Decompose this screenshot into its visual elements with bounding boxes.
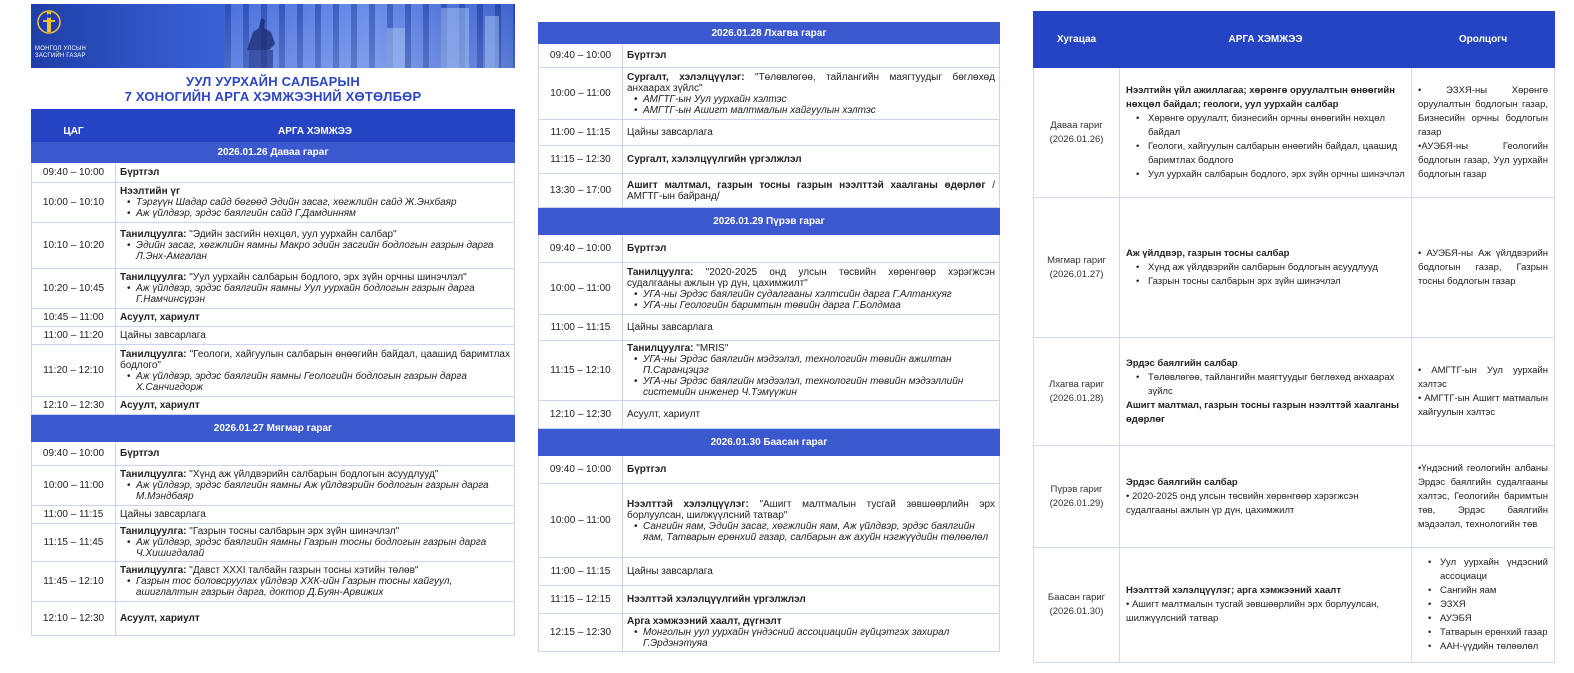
activity-title: Эрдэс баялгийн салбар — [1126, 357, 1238, 369]
day-header-row: 2026.01.30 Баасан гараг — [539, 429, 1000, 456]
event-title: Танилцуулга: — [120, 526, 187, 537]
event-title: Танилцуулга: — [627, 266, 694, 278]
speaker-list — [120, 240, 510, 262]
activity-cell — [1120, 446, 1412, 548]
soyombo-emblem-icon — [37, 8, 61, 40]
time-cell: 10:00 – 11:00 — [32, 466, 116, 506]
table-header-row — [1034, 12, 1555, 68]
event-text: Цайны завсарлага — [627, 127, 713, 138]
participant-item: •Үндэсний геологийн албаны Эрдэс баялгийн судалгааны хэлтэс, Геологийн баримтын төв, Эрдэс баялгийн мэдээлэл, технологийн төв — [1418, 462, 1548, 530]
event-title: Бүртгэл — [627, 50, 667, 61]
event-title: Танилцуулга: — [120, 348, 187, 360]
summary-rows — [1034, 68, 1555, 663]
event-description — [120, 312, 510, 323]
speaker-list — [120, 537, 510, 559]
speaker-list — [627, 354, 995, 398]
speaker-list — [120, 197, 510, 219]
event-title: Ашигт малтмал, газрын тосны газрын нээлттэй хаалганы өдөрлөг — [627, 179, 986, 191]
event-text: Асуулт, хариулт — [627, 409, 701, 420]
schedule-row — [32, 183, 515, 223]
event-description — [120, 349, 510, 371]
event-description — [120, 565, 510, 576]
summary-row — [1034, 198, 1555, 338]
event-cell — [116, 524, 515, 562]
summary-table-page — [1033, 11, 1555, 662]
event-title: Танилцуулга: — [120, 469, 187, 480]
event-description — [627, 267, 995, 289]
schedule-row — [32, 506, 515, 524]
activity-title: Аж үйлдвэр, газрын тосны салбар — [1126, 247, 1290, 259]
day-header-row: 2026.01.26 Даваа гараг — [32, 142, 515, 163]
event-description — [627, 322, 995, 333]
time-cell: 12:10 – 12:30 — [32, 602, 116, 636]
schedule-table — [538, 22, 1000, 652]
event-cell — [116, 442, 515, 466]
weekday-label: Баасан гариг — [1047, 592, 1106, 603]
event-title: Танилцуулга: — [120, 565, 187, 576]
event-description — [120, 186, 510, 197]
event-description — [120, 509, 510, 520]
activity-item: • Хөрөнгө оруулалт, бизнесийн орчны өнөөгийн нөхцөл байдал — [1126, 112, 1405, 140]
speaker-item: • Монголын уул уурхайн үндэсний ассоциацийн гүйцэтгэх захирал Г.Эрдэнэтуяа — [643, 627, 995, 649]
time-cell: 09:40 – 10:00 — [539, 456, 623, 484]
schedule-row — [539, 68, 1000, 120]
event-cell — [116, 269, 515, 309]
date-label: (2026.01.26) — [1049, 133, 1104, 145]
activity-item: • Геологи, хайгуулын салбарын өнөөгийн байдал, цаашид баримтлах бодлого — [1126, 140, 1405, 168]
time-cell: 11:45 – 12:10 — [32, 562, 116, 602]
schedule-page-2 — [538, 22, 1000, 662]
event-title: Бүртгэл — [120, 167, 160, 178]
event-cell — [116, 397, 515, 415]
event-description — [120, 526, 510, 537]
schedule-row — [539, 614, 1000, 652]
speaker-item: • УГА-ны Геологийн баримтын төвийн дарга Г.Болдмаа — [643, 300, 995, 311]
event-description — [120, 330, 510, 341]
date-label: (2026.01.30) — [1049, 606, 1104, 617]
event-description — [627, 566, 995, 577]
tower-shape — [485, 16, 499, 68]
event-cell — [116, 345, 515, 397]
time-cell: 09:40 – 10:00 — [32, 163, 116, 183]
event-description — [120, 448, 510, 459]
day-rows — [539, 235, 1000, 429]
schedule-row — [539, 44, 1000, 68]
org-name: МОНГОЛ УЛСЫН ЗАСГИЙН ГАЗАР — [35, 46, 87, 59]
event-text: "Эдийн засгийн нөхцөл, уул уурхайн салбар" — [186, 229, 397, 240]
time-cell: 10:20 – 10:45 — [32, 269, 116, 309]
event-description — [627, 127, 995, 138]
speaker-item: • Аж үйлдвэр, эрдэс баялгийн яамны Газрын тосны бодлогын газрын дарга Ч.Хишигдалай — [136, 537, 510, 559]
event-description — [120, 469, 510, 480]
table-header-row — [32, 121, 515, 142]
event-title: Асуулт, хариулт — [120, 400, 200, 411]
event-text: "Уул уурхайн салбарын бодлого, эрх зүйн орчны шинэчлэл" — [186, 272, 467, 283]
participant-item: • Татварын ерөнхий газар — [1418, 626, 1548, 640]
event-cell — [623, 614, 1000, 652]
speaker-list — [627, 289, 995, 311]
event-title: Арга хэмжээний хаалт, дүгнэлт — [627, 616, 782, 627]
schedule-row — [539, 401, 1000, 429]
speaker-list — [627, 627, 995, 649]
time-cell: 13:30 – 17:00 — [539, 174, 623, 208]
schedule-row — [539, 484, 1000, 558]
event-description — [627, 72, 995, 94]
day-header-row: 2026.01.27 Мягмар гараг — [32, 415, 515, 442]
time-cell: 10:00 – 10:10 — [32, 183, 116, 223]
column-header-participants: Оролцогч — [1412, 12, 1555, 68]
speaker-item: • Эдийн засаг, хөгжлийн яамны Макро эдийн засгийн бодлогын газрын дарга Л.Энх-Амгалан — [136, 240, 510, 262]
event-cell — [623, 174, 1000, 208]
schedule-row — [32, 345, 515, 397]
activity-item: • Уул уурхайн салбарын бодлого, эрх зүйн орчны шинэчлэл — [1126, 168, 1405, 182]
schedule-row — [32, 309, 515, 327]
activity-cell — [1120, 68, 1412, 198]
summary-row — [1034, 446, 1555, 548]
event-title: Сургалт, хэлэлцүүлэг: — [627, 71, 745, 83]
event-description — [120, 229, 510, 240]
participant-item: • ААН-үүдийн төлөөлөл — [1418, 640, 1548, 654]
schedule-page-1 — [31, 4, 515, 670]
activity-title: Нээлттэй хэлэлцүүлэг; арга хэмжээний хаалт — [1126, 585, 1341, 596]
time-cell: 12:10 – 12:30 — [32, 397, 116, 415]
event-description — [627, 154, 995, 165]
column-header-time: ЦАГ — [32, 121, 116, 142]
activity-item: • Төлөвлөгөө, тайлангийн маягтуудыг бөглөхөд анхаарах зүйлс — [1126, 371, 1405, 399]
date-cell — [1034, 68, 1120, 198]
time-cell: 10:10 – 10:20 — [32, 223, 116, 269]
speaker-item: • Аж үйлдвэр, эрдэс баялгийн яамны Геологийн бодлогын газрын дарга Х.Санчигдорж — [136, 371, 510, 393]
participant-item: • АУЭБЯ — [1418, 612, 1548, 626]
event-cell — [623, 341, 1000, 401]
summary-row — [1034, 338, 1555, 446]
time-cell: 11:15 – 12:10 — [539, 341, 623, 401]
event-title: Танилцуулга: — [120, 229, 187, 240]
participant-item: • Уул уурхайн үндэсний ассоциаци — [1418, 556, 1548, 584]
schedule-row — [32, 397, 515, 415]
participants-cell — [1412, 68, 1555, 198]
schedule-row — [539, 263, 1000, 315]
event-cell — [116, 223, 515, 269]
event-text: "MRIS" — [693, 343, 729, 354]
time-cell: 11:00 – 11:15 — [539, 120, 623, 146]
time-cell: 10:45 – 11:00 — [32, 309, 116, 327]
participant-item: • АМГТГ-ын Уул уурхайн хэлтэс — [1418, 364, 1548, 390]
schedule-row — [32, 562, 515, 602]
event-title: Нээлттэй хэлэлцүүлгийн үргэлжлэл — [627, 594, 806, 605]
weekday-label: Даваа гариг — [1050, 119, 1103, 131]
summary-row — [1034, 68, 1555, 198]
event-cell — [116, 562, 515, 602]
event-description — [627, 343, 995, 354]
event-text: "2020-2025 онд улсын төсвийн хөрөнгөөр хэрэгжсэн судалгааны ажлын үр дүн, цахимжилт" — [627, 266, 995, 289]
day-rows — [32, 163, 515, 415]
day-header-row: 2026.01.29 Пүрэв гараг — [539, 208, 1000, 235]
speaker-list — [120, 371, 510, 393]
time-cell: 09:40 – 10:00 — [539, 235, 623, 263]
date-cell — [1034, 338, 1120, 446]
schedule-row — [539, 456, 1000, 484]
schedule-row — [539, 235, 1000, 263]
speaker-list — [627, 521, 995, 543]
event-cell — [116, 163, 515, 183]
speaker-list — [120, 283, 510, 305]
day-header-row: 2026.01.28 Лхагва гараг — [539, 23, 1000, 44]
event-description — [627, 243, 995, 254]
event-description — [120, 400, 510, 411]
event-title: Бүртгэл — [120, 448, 160, 459]
weekday-label: Лхагва гариг — [1048, 378, 1105, 390]
date-label: (2026.01.28) — [1049, 392, 1104, 404]
date-label: (2026.01.29) — [1049, 497, 1104, 509]
event-text: Цайны завсарлага — [627, 322, 713, 333]
event-cell — [623, 146, 1000, 174]
time-cell: 12:10 – 12:30 — [539, 401, 623, 429]
time-cell: 11:15 – 12:30 — [539, 146, 623, 174]
event-description — [627, 180, 995, 202]
event-text: "Давст XXXI талбайн газрын тосны хэтийн төлөв" — [186, 565, 419, 576]
schedule-row — [539, 146, 1000, 174]
time-cell: 11:00 – 11:15 — [32, 506, 116, 524]
speaker-item: • Аж үйлдвэр, эрдэс баялгийн яамны Уул уурхайн бодлогын газрын дарга Г.Намчинсүрэн — [136, 283, 510, 305]
date-cell — [1034, 446, 1120, 548]
event-description — [627, 499, 995, 521]
header-banner — [31, 4, 515, 68]
column-header-date: Хугацаа — [1034, 12, 1120, 68]
schedule-row — [32, 163, 515, 183]
schedule-row — [32, 442, 515, 466]
weekday-label: Пүрэв гариг — [1050, 483, 1103, 495]
activity-title: Эрдэс баялгийн салбар — [1126, 476, 1238, 488]
schedule-row — [32, 602, 515, 636]
event-text: "Газрын тосны салбарын эрх зүйн шинэчлэл" — [186, 526, 400, 537]
event-title: Асуулт, хариулт — [120, 312, 200, 323]
schedule-row — [539, 341, 1000, 401]
time-cell: 10:00 – 11:00 — [539, 263, 623, 315]
participant-item: • АМГТГ-ын Ашигт матмалын хайгуулын хэлтэс — [1418, 392, 1548, 418]
time-cell: 11:00 – 11:15 — [539, 315, 623, 341]
activity-title: Ашигт малтмал, газрын тосны газрын нээлттэй хаалганы өдөрлөг — [1126, 399, 1399, 425]
page-title: УУЛ УУРХАЙН САЛБАРЫН 7 ХОНОГИЙН АРГА ХЭМЖЭЭНИЙ ХӨТӨЛБӨР — [124, 74, 422, 104]
day-rows — [32, 442, 515, 636]
speaker-item: • АМГТГ-ын Уул уурхайн хэлтэс — [643, 94, 995, 105]
participant-item: •АУЭБЯ-ны Геологийн бодлогын газар, Уул уурхайн бодлогын газар — [1418, 140, 1548, 180]
event-cell — [116, 309, 515, 327]
schedule-row — [539, 586, 1000, 614]
day-rows — [539, 44, 1000, 208]
activity-item: • Хүнд аж үйлдвэрийн салбарын бодлогын асуудлууд — [1126, 261, 1405, 275]
event-text: "Ашигт малтмалын тусгай зөвшөөрлийн эрх борлуулсан, шилжүүлсний татвар" — [627, 498, 996, 521]
speaker-item: • УГА-ны Эрдэс баялгийн мэдээлэл, технологийн төвийн мэдээллийн системийн инженер Ч.Тэмүүжин — [643, 376, 995, 398]
date-cell — [1034, 548, 1120, 663]
event-description — [120, 613, 510, 624]
schedule-row — [539, 174, 1000, 208]
activity-cell — [1120, 198, 1412, 338]
speaker-list — [627, 94, 995, 116]
event-cell — [116, 327, 515, 345]
event-title: Асуулт, хариулт — [120, 613, 200, 624]
column-header-event: АРГА ХЭМЖЭЭ — [1120, 12, 1412, 68]
speaker-list — [120, 576, 510, 598]
summary-row — [1034, 548, 1555, 663]
event-text: "Хүнд аж үйлдвэрийн салбарын бодлогын асуудлууд" — [186, 469, 439, 480]
time-cell: 11:15 – 12:15 — [539, 586, 623, 614]
activity-item: • 2020-2025 онд улсын төсвийн хөрөнгөөр хэрэгжсэн судалгааны ажлын үр дүн, цахимжилт — [1126, 490, 1359, 516]
event-description — [627, 594, 995, 605]
event-title: Сургалт, хэлэлцүүлгийн үргэлжлэл — [627, 154, 802, 165]
event-text: "Төлөвлөгөө, тайлангийн маягтуудыг бөглөхөд анхаарах зүйлс" — [627, 71, 995, 94]
time-cell: 09:40 – 10:00 — [539, 44, 623, 68]
speaker-item: • Аж үйлдвэр, эрдэс баялгийн сайд Г.Дамдинням — [136, 208, 510, 219]
event-cell — [116, 506, 515, 524]
time-cell: 12:15 – 12:30 — [539, 614, 623, 652]
time-cell: 10:00 – 11:00 — [539, 484, 623, 558]
schedule-row — [32, 269, 515, 309]
speaker-item: • АМГТГ-ын Ашигт малтмалын хайгуулын хэлтэс — [643, 105, 995, 116]
activity-item: • Газрын тосны салбарын эрх зүйн шинэчлэл — [1126, 275, 1405, 289]
event-description — [120, 272, 510, 283]
event-cell — [623, 44, 1000, 68]
event-title: Нээлттэй хэлэлцүүлэг: — [627, 498, 749, 510]
event-cell — [116, 183, 515, 223]
participants-cell — [1412, 548, 1555, 663]
event-title: Нээлтийн үг — [120, 186, 181, 197]
event-text: Цайны завсарлага — [627, 566, 713, 577]
participants-cell — [1412, 338, 1555, 446]
tower-shape — [387, 28, 405, 68]
time-cell: 11:00 – 11:20 — [32, 327, 116, 345]
participants-cell — [1412, 198, 1555, 338]
time-cell: 11:20 – 12:10 — [32, 345, 116, 397]
event-cell — [623, 315, 1000, 341]
event-cell — [623, 586, 1000, 614]
event-cell — [623, 558, 1000, 586]
event-cell — [623, 68, 1000, 120]
activity-cell — [1120, 338, 1412, 446]
event-description — [627, 50, 995, 61]
participants-cell — [1412, 446, 1555, 548]
event-cell — [623, 235, 1000, 263]
speaker-list — [120, 480, 510, 502]
summary-table — [1033, 11, 1555, 663]
event-cell — [623, 401, 1000, 429]
activity-title: Нээлтийн үйл ажиллагаа; хөрөнгө оруулалтын өнөөгийн нөхцөл байдал; геологи, уул уурхайн салбар — [1126, 84, 1395, 110]
weekday-label: Мягмар гариг — [1047, 254, 1106, 266]
speaker-item: • Сангийн яам, Эдийн засаг, хөгжлийн яам, Аж үйлдвэр, эрдэс баялгийн яам, Татварын ерөнхий газар, салбарын аж ахуйн нэгжүүдийн төлөөлөл — [643, 521, 995, 543]
event-text: Цайны завсарлага — [120, 330, 206, 341]
participant-item: • ЭЗХЯ — [1418, 598, 1548, 612]
event-text: "Геологи, хайгуулын салбарын өнөөгийн байдал, цаашид баримтлах бодлого" — [120, 348, 510, 371]
event-description — [627, 616, 995, 627]
day-rows — [539, 456, 1000, 652]
time-cell: 11:00 – 11:15 — [539, 558, 623, 586]
participant-item: • ЭЗХЯ-ны Хөрөнгө оруулалтын бодлогын газар, Бизнесийн орчны бодлогын газар — [1418, 84, 1548, 138]
event-cell — [116, 602, 515, 636]
event-description — [627, 409, 995, 420]
speaker-item: • УГА-ны Эрдэс баялгийн судалгааны хэлтсийн дарга Г.Алтанхуяг — [643, 289, 995, 300]
event-title: Танилцуулга: — [120, 272, 187, 283]
schedule-row — [32, 524, 515, 562]
participant-item: • АУЭБЯ-ны Аж үйлдвэрийн бодлогын газар, Газрын тосны бодлогын газар — [1418, 247, 1548, 287]
event-description — [120, 167, 510, 178]
event-text: /АМГТГ-ын байранд/ — [627, 179, 995, 202]
activity-item: • Ашигт малтмалын тусгай зөвшөөрлийн эрх борлуулсан, шилжүүлсний татвар — [1126, 599, 1380, 624]
event-cell — [623, 263, 1000, 315]
schedule-row — [32, 327, 515, 345]
column-header-event: АРГА ХЭМЖЭЭ — [116, 121, 515, 142]
event-title: Танилцуулга: — [627, 343, 694, 354]
speaker-item: • Тэргүүн Шадар сайд бөгөөд Эдийн засаг, хөгжлийн сайд Ж.Энхбаяр — [136, 197, 510, 208]
schedule-row — [539, 315, 1000, 341]
activity-cell — [1120, 548, 1412, 663]
event-text: Цайны завсарлага — [120, 509, 206, 520]
event-cell — [623, 120, 1000, 146]
speaker-item: • Газрын тос боловсруулах үйлдвэр ХХК-ийн Газрын тосны хайгуул, ашиглалтын газрын дарга, доктор Д.Буян-Арвижих — [136, 576, 510, 598]
schedule-table — [31, 109, 515, 636]
time-cell: 11:15 – 11:45 — [32, 524, 116, 562]
schedule-row — [32, 466, 515, 506]
table-top-bar — [32, 110, 515, 121]
event-cell — [623, 484, 1000, 558]
schedule-row — [539, 120, 1000, 146]
speaker-item: • УГА-ны Эрдэс баялгийн мэдээлэл, технологийн төвийн ажилтан П.Саранцэцэг — [643, 354, 995, 376]
event-title: Бүртгэл — [627, 243, 667, 254]
time-cell: 10:00 – 11:00 — [539, 68, 623, 120]
event-title: Бүртгэл — [627, 464, 667, 475]
participant-item: • Сангийн яам — [1418, 584, 1548, 598]
date-label: (2026.01.27) — [1049, 268, 1104, 280]
event-cell — [623, 456, 1000, 484]
event-description — [627, 464, 995, 475]
statue-image — [237, 10, 283, 68]
date-cell — [1034, 198, 1120, 338]
time-cell: 09:40 – 10:00 — [32, 442, 116, 466]
schedule-row — [32, 223, 515, 269]
speaker-item: • Аж үйлдвэр, эрдэс баялгийн яамны Аж үйлдвэрийн бодлогын газрын дарга М.Мэндбаяр — [136, 480, 510, 502]
tower-shape — [441, 8, 469, 68]
schedule-row — [539, 558, 1000, 586]
event-cell — [116, 466, 515, 506]
